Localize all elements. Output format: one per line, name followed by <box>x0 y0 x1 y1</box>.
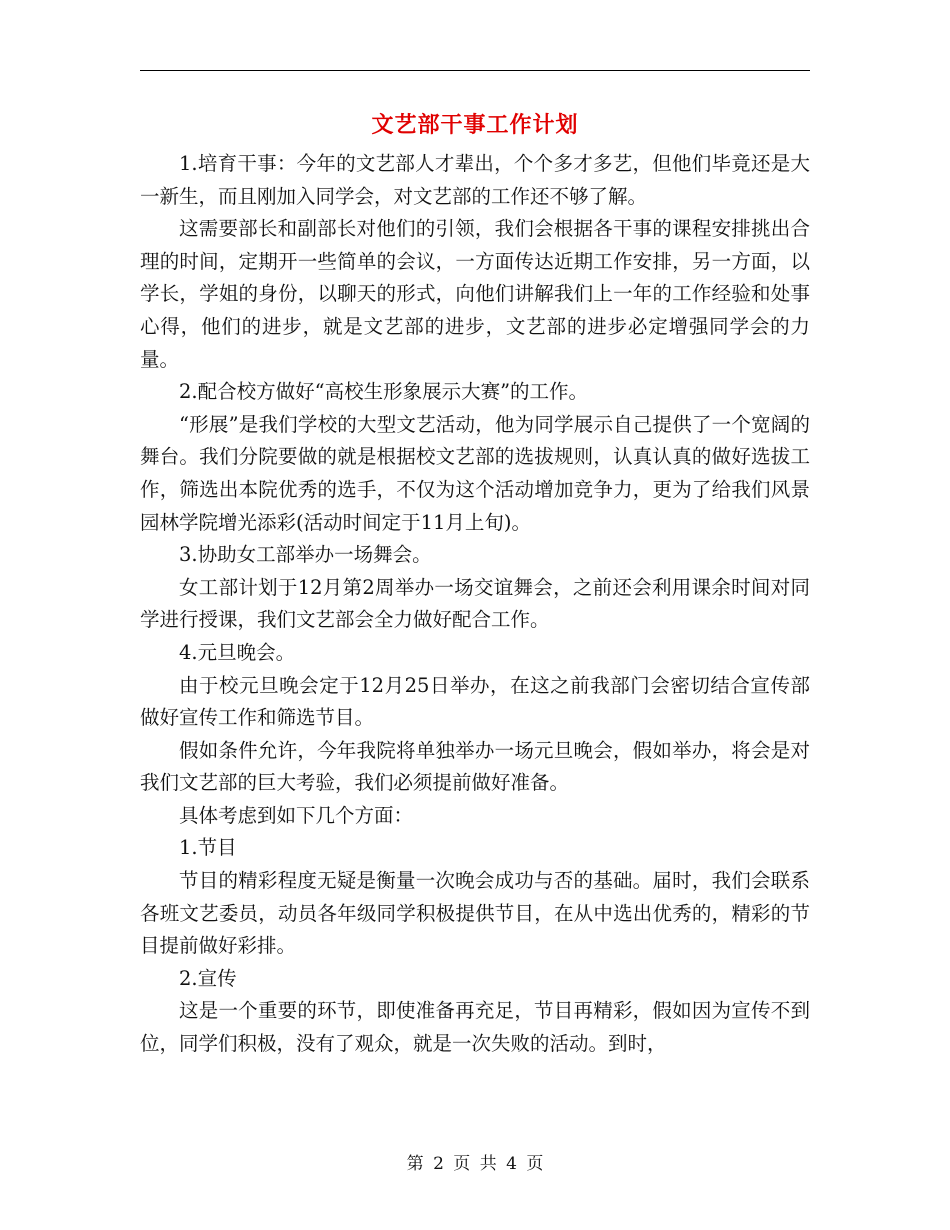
document-title: 文艺部干事工作计划 <box>371 112 579 138</box>
paragraph: 这需要部长和副部长对他们的引领，我们会根据各干事的课程安排挑出合理的时间，定期开一些简单的会议，一方面传达近期工作安排，另一方面，以学长，学姐的身份，以聊天的形式，向他们讲解我们上一年的工作经验和处事心得，他们的进步，就是文艺部的进步，文艺部的进步必定增强同学会的力量。 <box>140 217 810 371</box>
page-number-footer: 第 2 页 共 4 页 <box>406 1154 544 1174</box>
paragraph: 女工部计划于12月第2周举办一场交谊舞会，之前还会利用课余时间对同学进行授课，我们文艺部会全力做好配合工作。 <box>140 575 810 632</box>
paragraph: 1.培育干事：今年的文艺部人才辈出，个个多才多艺，但他们毕竟还是大一新生，而且刚加入同学会，对文艺部的工作还不够了解。 <box>140 152 810 208</box>
document-body <box>140 148 810 1061</box>
paragraph: 节目的精彩程度无疑是衡量一次晚会成功与否的基础。届时，我们会联系各班文艺委员，动员各年级同学积极提供节目，在从中选出优秀的，精彩的节目提前做好彩排。 <box>140 869 810 958</box>
paragraph: 2.宣传 <box>179 966 237 990</box>
paragraph: 具体考虑到如下几个方面： <box>179 803 414 827</box>
paragraph: “形展”是我们学校的大型文艺活动，他为同学展示自己提供了一个宽阔的舞台。我们分院要做的就是根据校文艺部的选拔规则，认真认真的做好选拔工作，筛选出本院优秀的选手，不仅为这个活动增加竞争力，更为了给我们风景园林学院增光添彩(活动时间定于11月上旬)。 <box>140 412 810 534</box>
header-rule <box>140 70 810 71</box>
paragraph: 1.节目 <box>179 836 237 860</box>
paragraph: 3.协助女工部举办一场舞会。 <box>179 543 432 567</box>
paragraph: 假如条件允许，今年我院将单独举办一场元旦晚会，假如举办，将会是对我们文艺部的巨大考验，我们必须提前做好准备。 <box>140 738 810 795</box>
paragraph: 这是一个重要的环节，即使准备再充足，节目再精彩，假如因为宣传不到位，同学们积极，没有了观众，就是一次失败的活动。到时， <box>140 999 810 1056</box>
paragraph: 4.元旦晚会。 <box>179 640 296 664</box>
paragraph: 由于校元旦晚会定于12月25日举办，在这之前我部门会密切结合宣传部做好宣传工作和筛选节目。 <box>140 673 810 730</box>
paragraph: 2.配合校方做好“高校生形象展示大赛”的工作。 <box>179 380 589 404</box>
